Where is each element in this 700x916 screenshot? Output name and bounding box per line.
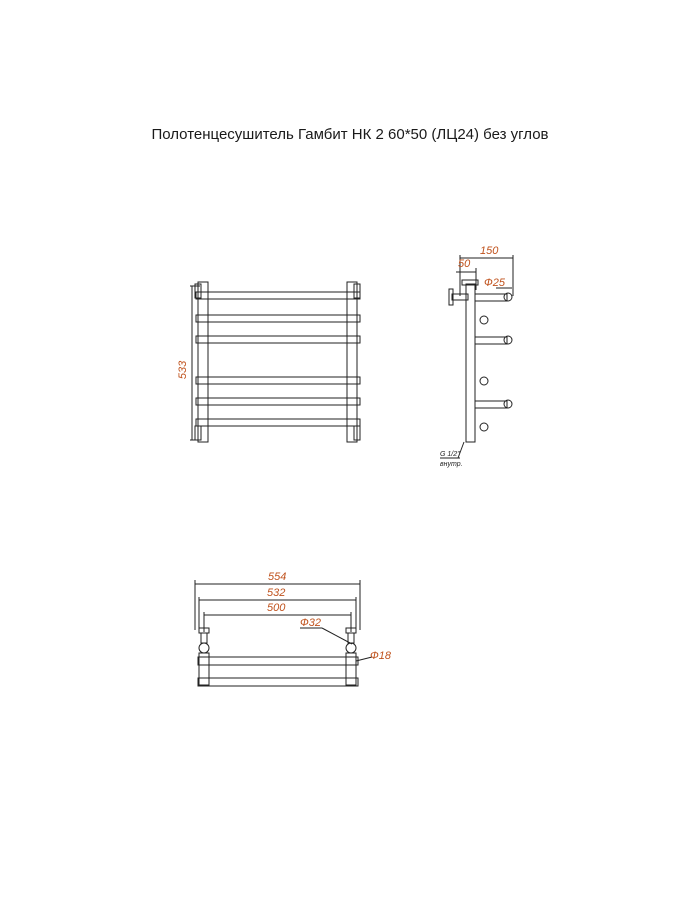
front-view [177, 282, 360, 442]
top-bar [198, 657, 358, 665]
crossbar [196, 336, 360, 343]
thread-label: G 1/2" [440, 451, 460, 458]
side-bar [475, 337, 507, 344]
crossbar [196, 292, 360, 299]
outer-dimension-label: 532 [267, 587, 286, 599]
nut-label: Ф32 [300, 617, 321, 629]
bar-end [504, 400, 512, 408]
top-bar [198, 678, 358, 686]
crossbar [196, 398, 360, 405]
bar-label: Ф18 [370, 650, 391, 662]
crossbar [196, 377, 360, 384]
side-bar [475, 294, 507, 301]
thread-note: внутр. [440, 461, 463, 468]
right-nut [346, 643, 356, 653]
right-bracket [348, 633, 354, 643]
drawing-title: Полотенцесушитель Гамбит НК 2 60*50 (ЛЦ24) без углов [151, 126, 549, 143]
offset-dimension-label: 50 [458, 258, 471, 270]
right-upright [347, 282, 357, 442]
side-bar [475, 401, 507, 408]
right-upright-top [346, 653, 356, 685]
bar-end [480, 423, 488, 431]
left-nut [199, 643, 209, 653]
overall-dimension-label: 554 [268, 571, 287, 583]
axis-dimension-label: 500 [267, 602, 286, 614]
side-upright [466, 284, 475, 442]
top-view [195, 571, 392, 686]
bar-end [480, 377, 488, 385]
bar-end [504, 293, 512, 301]
left-upright [198, 282, 208, 442]
crossbar [196, 419, 360, 426]
depth-dimension-label: 150 [480, 245, 499, 257]
bar-end [480, 316, 488, 324]
bar-end [504, 336, 512, 344]
side-view [440, 245, 513, 468]
height-dimension-label: 533 [177, 360, 189, 380]
left-bracket [201, 633, 207, 643]
crossbar [196, 315, 360, 322]
left-upright-top [199, 653, 209, 685]
diameter-label: Ф25 [484, 277, 505, 289]
